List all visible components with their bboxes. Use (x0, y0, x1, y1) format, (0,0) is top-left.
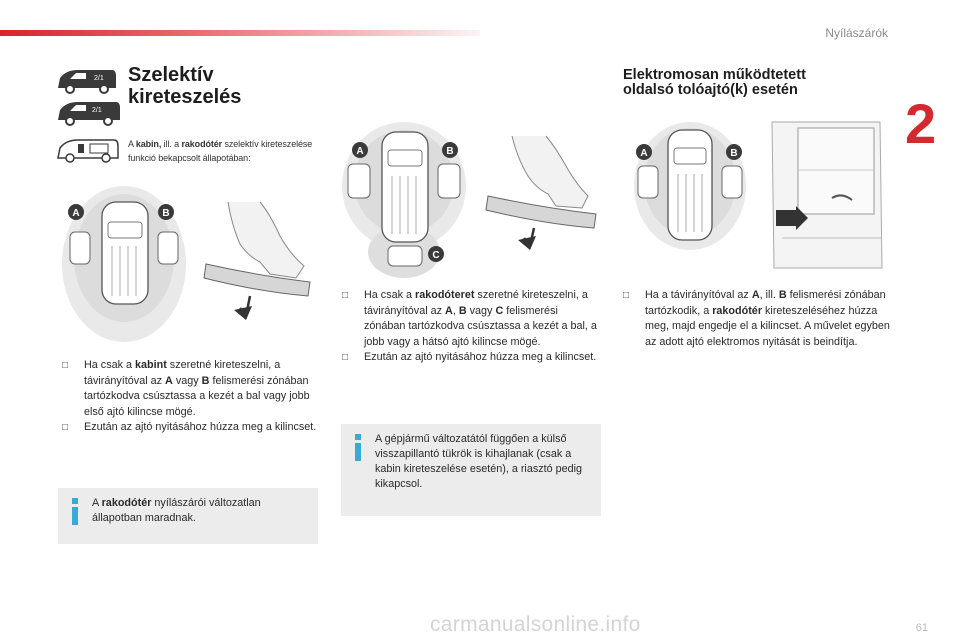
section-title-selective-unlock (128, 64, 308, 108)
title-line: Szelektív (128, 64, 214, 86)
title-line: Elektromosan működtetett (623, 67, 806, 83)
bullet-icon: □ (623, 290, 630, 301)
van-short-icon (56, 66, 120, 96)
zone-label-a: A (356, 146, 364, 157)
list-item: □ Ha csak a rakodóteret szeretné kireteszelni, a távirányítóval az A, B vagy C felismerési zónában tartózkodva csúsztassa a kezét a bal, a jobb vagy a hátsó ajtó kilincse mögé. (342, 289, 597, 348)
sliding-door-zones-diagram (632, 122, 752, 262)
section-title-sliding-door (623, 68, 883, 98)
van-outline-icon (56, 136, 120, 164)
cab-zones-diagram (62, 186, 192, 346)
svg-text:2/1: 2/1 (94, 75, 104, 82)
bullet-icon: □ (342, 352, 349, 363)
title-line: oldalsó tolóajtó(k) esetén (623, 82, 798, 98)
van-long-icon (56, 98, 120, 128)
list-item: □ Ezután az ajtó nyitásához húzza meg a kilincset. (62, 420, 320, 436)
info-icon (355, 434, 361, 462)
header-accent-bar (0, 30, 480, 36)
bullet-icon: □ (62, 360, 69, 371)
zone-label-b: B (162, 208, 170, 219)
zone-label-c: C (432, 250, 440, 261)
info-box-cargo (58, 488, 318, 544)
selective-unlock-caption: A kabin, ill. a rakodótér szelektív kireteszelése funkció bekapcsolt állapotában: (128, 139, 313, 163)
middle-instructions (342, 288, 597, 366)
info-box-mirrors (341, 424, 601, 516)
zone-label-a: A (640, 148, 648, 159)
page-number: 61 (915, 622, 928, 634)
watermark: carmanualsonline.info (430, 613, 641, 636)
list-item: □ Ha csak a kabint szeretné kireteszelni, a távirányítóval az A vagy B felismerési zónában tartózkodva csúsztassa a kezét a bal vagy jobb első ajtó kilincse mögé. (62, 359, 310, 418)
left-instructions (62, 358, 320, 436)
zone-label-a: A (72, 208, 80, 219)
title-line: kireteszelés (128, 86, 242, 108)
right-instructions (623, 288, 893, 350)
zone-label-b: B (446, 146, 454, 157)
info-icon (72, 498, 78, 526)
bullet-icon: □ (342, 290, 349, 301)
info-text: A gépjármű változatától függően a külső visszapillantó tükrök is kihajlanak (csak a kabin kireteszelése esetén), a riasztó pedig kikapcsol. (375, 433, 583, 490)
zone-label-b: B (730, 148, 738, 159)
bullet-icon: □ (62, 422, 69, 433)
list-item: □ Ezután az ajtó nyitásához húzza meg a kilincset. (342, 350, 597, 366)
cargo-zones-diagram (340, 122, 470, 282)
hand-handle-illustration-rear (484, 136, 604, 256)
hand-handle-illustration (200, 196, 320, 336)
list-item: □ Ha a távirányítóval az A, ill. B felismerési zónában tartózkodik, a rakodótér kireteszeléséhez húzza meg, majd engedje el a kilincset. A művelet egyben az adott ajtó elektromos nyitását is beindítja. (623, 289, 890, 348)
sliding-door-illustration (762, 118, 894, 278)
section-label: Nyílászárók (825, 26, 888, 40)
chapter-number: 2 (905, 92, 937, 155)
info-text: A rakodótér nyílászárói változatlan állapotban maradnak. (92, 497, 261, 524)
svg-text:2/1: 2/1 (92, 107, 102, 114)
